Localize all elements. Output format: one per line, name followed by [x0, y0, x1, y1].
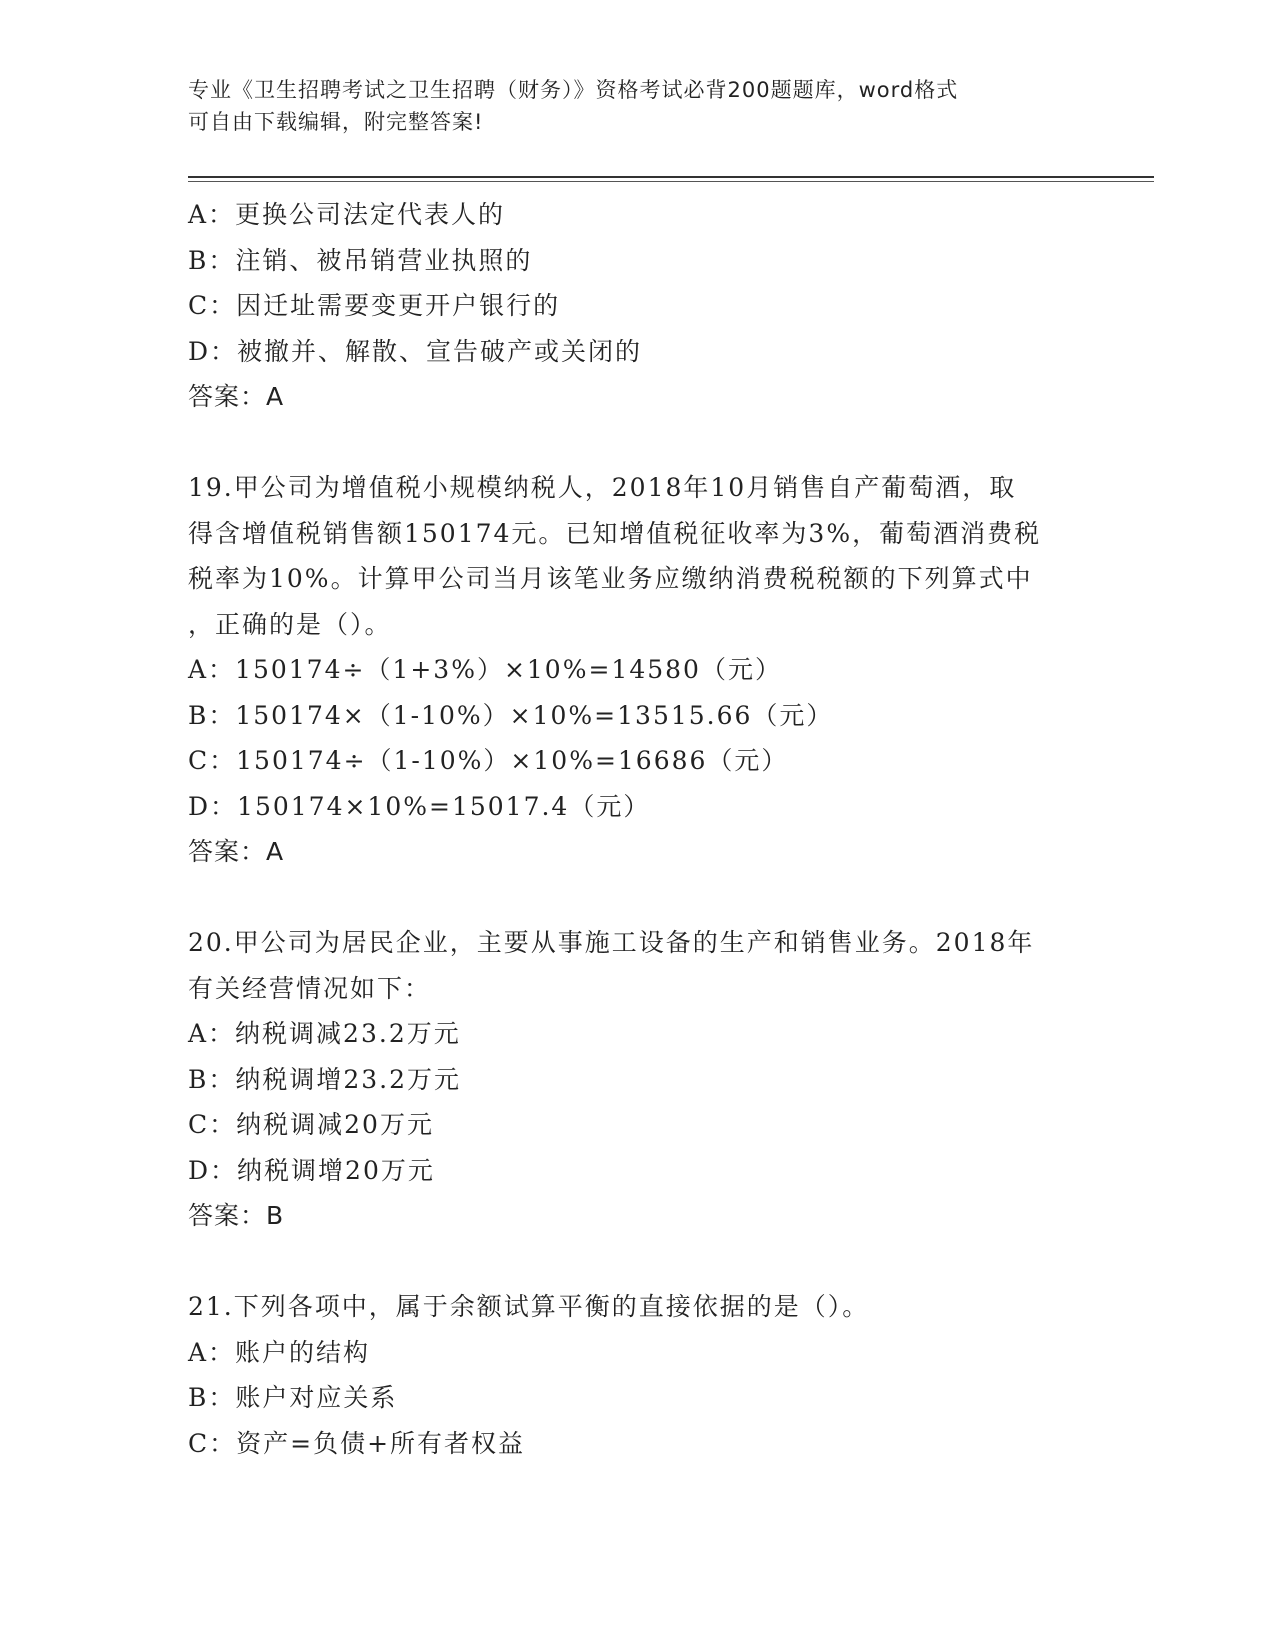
option-b: B：纳税调增23.2万元 — [188, 1064, 462, 1094]
header-divider-thin — [188, 181, 1154, 182]
question-spacer — [188, 420, 1088, 466]
option-c: C：因迁址需要变更开户银行的 — [188, 291, 561, 320]
option-a: A：纳税调减23.2万元 — [188, 1019, 461, 1048]
question-18 — [188, 192, 1088, 420]
question-spacer — [188, 1239, 1088, 1285]
header-line-2: 可自由下载编辑，附完整答案! — [188, 110, 484, 134]
question-21 — [188, 1284, 1088, 1466]
answer-line: 答案：B — [188, 1201, 285, 1230]
question-stem-line: ，正确的是（）。 — [188, 609, 392, 639]
option-d: D：被撤并、解散、宣告破产或关闭的 — [188, 336, 643, 366]
option-a: A：账户的结构 — [188, 1337, 371, 1367]
option-a: A：更换公司法定代表人的 — [188, 200, 506, 229]
option-c: C：纳税调减20万元 — [188, 1110, 434, 1139]
option-c: C：资产=负债+所有者权益 — [188, 1428, 526, 1458]
option-d: D：纳税调增20万元 — [188, 1155, 435, 1185]
option-b: B：注销、被吊销营业执照的 — [188, 245, 533, 275]
question-stem-line: 有关经营情况如下： — [188, 973, 432, 1003]
option-c: C：150174÷（1-10%）×10%=16686（元） — [188, 746, 789, 775]
header-divider-thick — [188, 176, 1154, 178]
option-d: D：150174×10%=15017.4（元） — [188, 791, 651, 821]
answer-line: 答案：A — [188, 837, 285, 866]
option-a: A：150174÷（1+3%）×10%=14580（元） — [188, 655, 782, 684]
option-b: B：150174×（1-10%）×10%=13515.66（元） — [188, 700, 834, 730]
question-20 — [188, 920, 1088, 1239]
document-header — [188, 74, 1088, 138]
option-b: B：账户对应关系 — [188, 1383, 398, 1412]
answer-line: 答案：A — [188, 382, 285, 411]
header-line-1: 专业《卫生招聘考试之卫生招聘（财务）》资格考试必背200题题库，word格式 — [188, 78, 959, 102]
question-stem-line: 20.甲公司为居民企业，主要从事施工设备的生产和销售业务。2018年 — [188, 928, 1035, 957]
question-stem-line: 21.下列各项中，属于余额试算平衡的直接依据的是（）。 — [188, 1292, 870, 1321]
question-stem-line: 19.甲公司为增值税小规模纳税人，2018年10月销售自产葡萄酒，取 — [188, 473, 1017, 502]
question-list — [188, 192, 1088, 1466]
question-spacer — [188, 875, 1088, 921]
question-stem-line: 得含增值税销售额150174元。已知增值税征收率为3%，葡萄酒消费税 — [188, 518, 1042, 548]
question-19 — [188, 465, 1088, 875]
question-stem-line: 税率为10%。计算甲公司当月该笔业务应缴纳消费税税额的下列算式中 — [188, 564, 1033, 593]
